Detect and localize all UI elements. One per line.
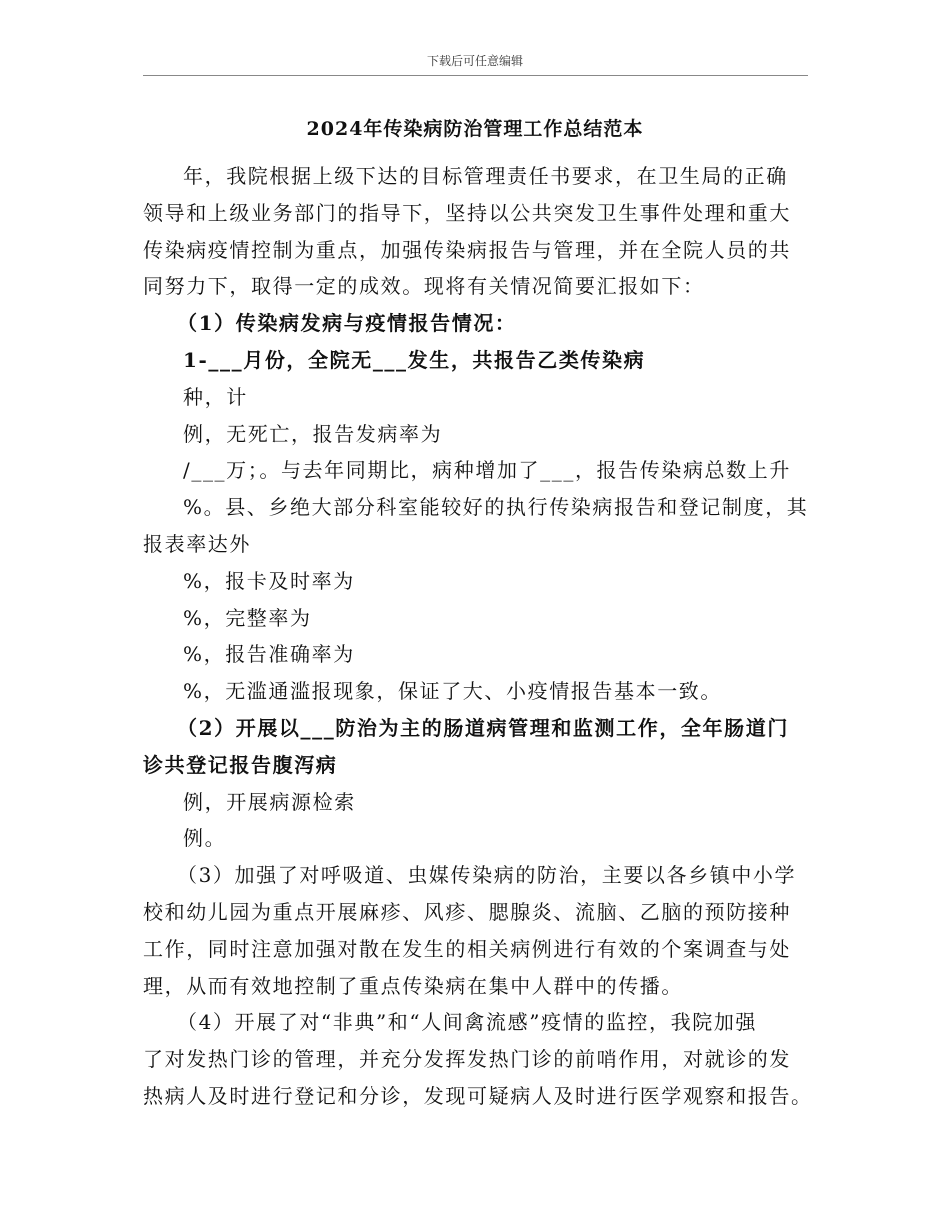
paragraph-line: %。县、乡绝大部分科室能较好的执行传染病报告和登记制度，其: [183, 495, 809, 520]
paragraph-line: 热病人及时进行登记和分诊，发现可疑病人及时进行医学观察和报告。: [143, 1083, 813, 1108]
paragraph-line: /___万；。与去年同期比，病种增加了___，报告传染病总数上升: [183, 458, 791, 483]
paragraph-line: 报表率达外: [143, 531, 251, 556]
paragraph-line: 例，开展病源检索: [183, 789, 356, 814]
paragraph-line: 校和幼儿园为重点开展麻疹、风疹、腮腺炎、流脑、乙脑的预防接种: [143, 899, 791, 924]
page-header: 下载后可任意编辑: [426, 54, 523, 68]
paragraph-line: %，完整率为: [183, 605, 312, 630]
paragraph-line: %，无滥通滥报现象，保证了大、小疫情报告基本一致。: [183, 679, 723, 704]
paragraph-line: 诊共登记报告腹泻病: [143, 752, 338, 777]
paragraph-line: 1-___月份，全院无___发生，共报告乙类传染病: [183, 347, 646, 372]
paragraph-line: %，报告准确率为: [183, 642, 355, 667]
paragraph-line: （3）加强了对呼吸道、虫媒传染病的防治，主要以各乡镇中小学: [177, 863, 797, 888]
paragraph-line: 例，无死亡，报告发病率为: [183, 421, 443, 446]
paragraph-line: %，报卡及时率为: [183, 568, 355, 593]
section-heading-2: （2）开展以___防治为主的肠道病管理和监测工作，全年肠道门: [177, 715, 789, 740]
paragraph-line: 例。: [183, 826, 227, 851]
paragraph-line: 传染病疫情控制为重点，加强传染病报告与管理，并在全院人员的共: [143, 237, 791, 262]
paragraph-line: 了对发热门诊的管理，并充分发挥发热门诊的前哨作用，对就诊的发: [143, 1047, 791, 1072]
paragraph-line: 同努力下，取得一定的成效。现将有关情况简要汇报如下：: [143, 274, 705, 299]
paragraph-line: 工作，同时注意加强对散在发生的相关病例进行有效的个案调查与处: [143, 936, 791, 961]
header-divider: [143, 75, 808, 76]
paragraph-line: （4）开展了对“非典”和“人间禽流感”疫情的监控，我院加强: [177, 1010, 758, 1035]
paragraph-line: 领导和上级业务部门的指导下，坚持以公共突发卫生事件处理和重大: [143, 200, 791, 225]
section-heading-1: （1）传染病发病与疫情报告情况：: [177, 311, 517, 336]
paragraph-line: 年，我院根据上级下达的目标管理责任书要求，在卫生局的正确: [183, 164, 788, 188]
document-title: 2024年传染病防治管理工作总结范本: [306, 118, 644, 140]
paragraph-line: 理，从而有效地控制了重点传染病在集中人群中的传播。: [143, 973, 683, 998]
paragraph-line: 种，计: [183, 384, 248, 409]
document-body: [143, 158, 811, 1115]
